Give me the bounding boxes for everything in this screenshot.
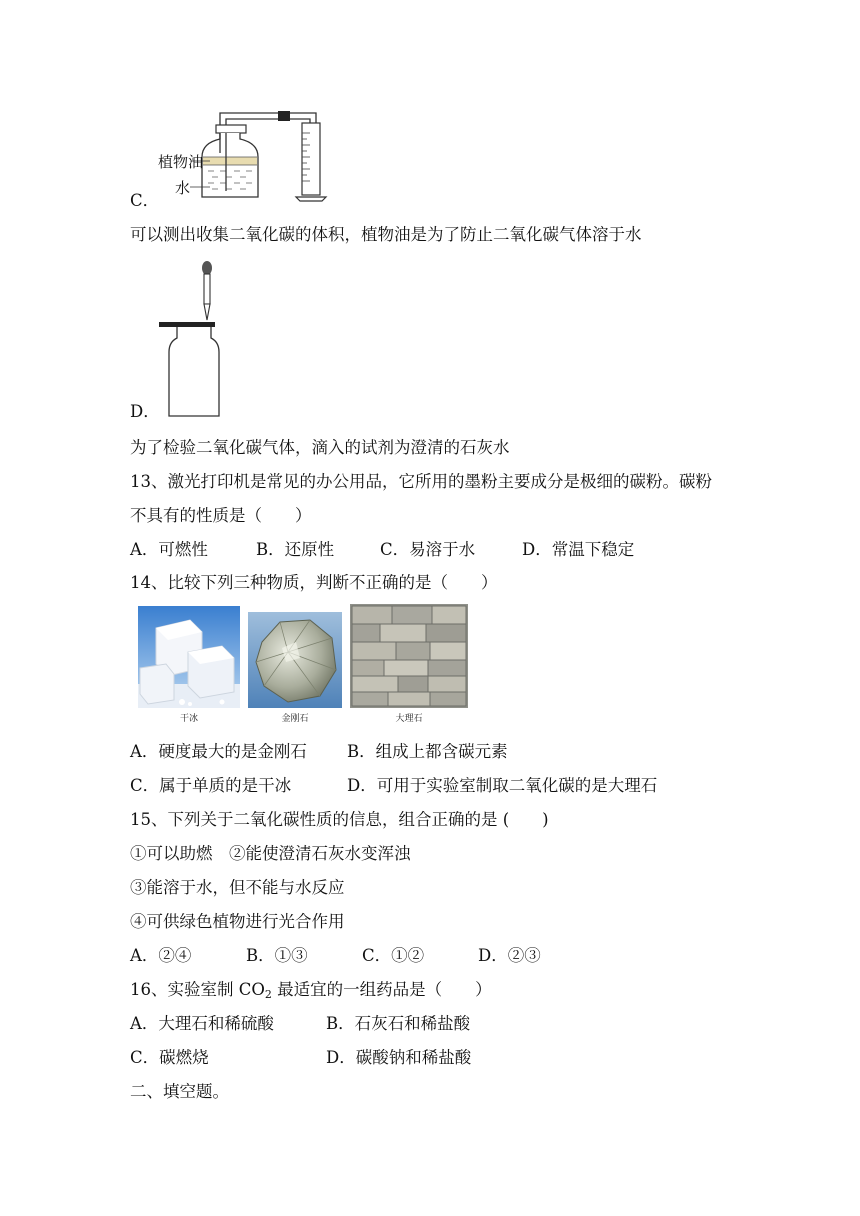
- q16-stem-sub: 2: [264, 988, 272, 1001]
- option-c-text: 可以测出收集二氧化碳的体积，植物油是为了防止二氧化碳气体溶于水: [130, 225, 642, 244]
- q15-option-d: D．②③: [478, 946, 541, 965]
- q16-option-a: A．大理石和稀硫酸: [130, 1014, 274, 1033]
- diamond-caption: 金刚石: [281, 714, 309, 724]
- q14-stem: 14、比较下列三种物质，判断不正确的是（ ）: [130, 573, 498, 592]
- q14-option-a: A．硬度最大的是金刚石: [130, 742, 307, 761]
- q13-option-a: A．可燃性: [130, 540, 208, 559]
- q16-option-d: D．碳酸钠和稀盐酸: [326, 1048, 472, 1067]
- q15-item-4: ④可供绿色植物进行光合作用: [130, 912, 345, 931]
- q15-option-b: B．①③: [246, 946, 308, 965]
- q13-option-d: D．常温下稳定: [522, 540, 635, 559]
- q16-stem-pre: 16、实验室制 CO: [130, 980, 265, 999]
- option-c-label: C．: [130, 191, 160, 210]
- dry-ice-caption: 干冰: [179, 714, 198, 724]
- q13-stem-line1: 13、激光打印机是常见的办公用品，它所用的墨粉主要成分是极细的碳粉。碳粉: [130, 472, 712, 491]
- q15-item-3: ③能溶于水，但不能与水反应: [130, 878, 345, 897]
- section-2-heading: 二、填空题。: [130, 1082, 229, 1101]
- dry-ice-image: [138, 606, 240, 708]
- marble-image: [350, 604, 468, 708]
- q15-stem: 15、下列关于二氧化碳性质的信息，组合正确的是 ( ): [130, 810, 549, 829]
- q15-item-1-2: ①可以助燃 ②能使澄清石灰水变浑浊: [130, 844, 411, 863]
- q14-option-b: B．组成上都含碳元素: [347, 742, 508, 761]
- q14-option-d: D．可用于实验室制取二氧化碳的是大理石: [347, 776, 658, 795]
- q16-stem: [130, 979, 492, 1006]
- q14-option-c: C．属于单质的是干冰: [130, 776, 292, 795]
- water-label: 水: [175, 179, 191, 197]
- q16-stem-post: 最适宜的一组药品是（ ）: [271, 980, 492, 999]
- figure-d-apparatus: [155, 258, 235, 420]
- q16-option-b: B．石灰石和稀盐酸: [326, 1014, 471, 1033]
- q15-option-a: A．②④: [130, 946, 192, 965]
- option-d-text: 为了检验二氧化碳气体，滴入的试剂为澄清的石灰水: [130, 438, 510, 457]
- q15-option-c: C．①②: [362, 946, 425, 965]
- q13-stem-line2: 不具有的性质是（ ）: [130, 506, 312, 525]
- q16-option-c: C．碳燃烧: [130, 1048, 209, 1067]
- oil-label: 植物油: [158, 153, 204, 171]
- diamond-image: [248, 612, 342, 708]
- option-d-label: D．: [130, 402, 160, 421]
- q13-option-c: C．易溶于水: [380, 540, 476, 559]
- q13-option-b: B．还原性: [256, 540, 335, 559]
- marble-caption: 大理石: [395, 714, 423, 724]
